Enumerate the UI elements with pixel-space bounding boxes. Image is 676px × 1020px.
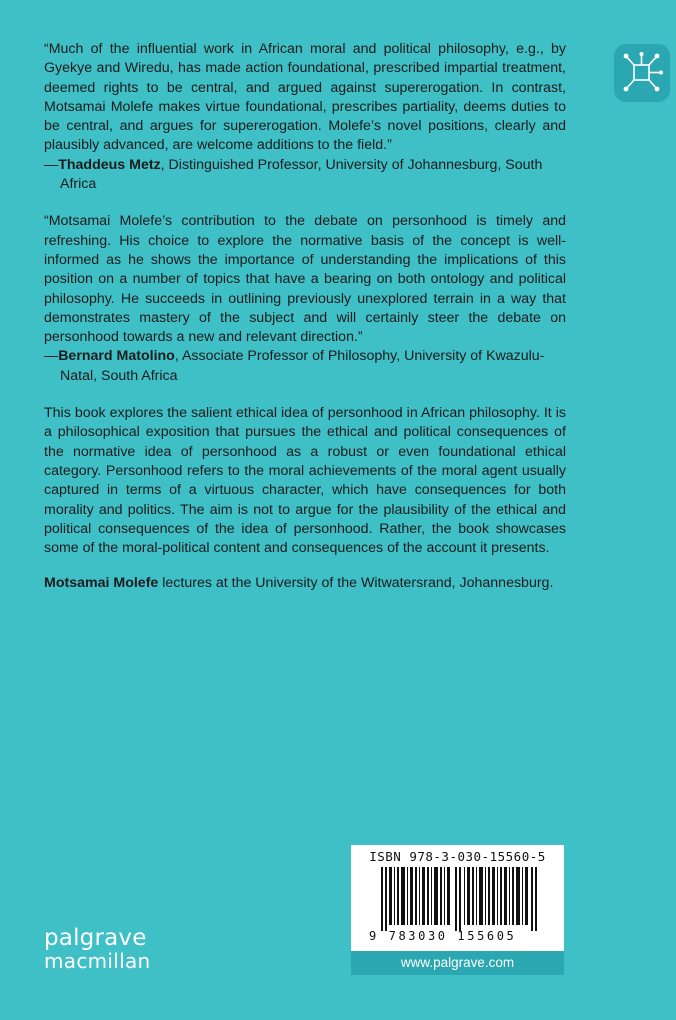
publisher-logo-line2: macmillan (44, 949, 151, 973)
publisher-logo (44, 926, 151, 972)
book-description: This book explores the salient ethical idea of personhood in African philosophy. It is a philosophical exposition that pursues the ethical and political consequences of the normative idea of personhood as a robust or even foundational ethical category. Personhood refers to the moral achievements of the moral agent usually captured in terms of a virtuous character, which have consequences for both morality and politics. The aim is not to argue for the plausibility of the ethical and political consequences of the idea of personhood. Rather, the book showcases some of the moral-political content and consequences of the account it presents. (44, 405, 566, 557)
endorsement-2 (44, 212, 566, 386)
author-bio-text: lectures at the University of the Witwatersrand, Johannesburg. (158, 575, 554, 592)
endorser-name: Thaddeus Metz (58, 156, 161, 173)
endorsement-quote: “Much of the influential work in African moral and political philosophy, e.g., by Gyekye and Wiredu, has made action foundational, prescribed impartial treatment, deemed rights to be central, and argued against supererogation. In contrast, Motsamai Molefe makes virtue foundational, prescribes partiality, deems duties to be central, and argues for supererogation. Molefe’s novel positions, clearly and plausibly advanced, are welcome additions to the field.” (44, 41, 566, 154)
author-bio (44, 574, 566, 593)
barcode-digits: 9 783030 155605 (369, 929, 517, 943)
series-logo-badge (614, 44, 670, 102)
barcode-icon (381, 867, 541, 931)
network-icon (620, 50, 664, 96)
publisher-logo-line1: palgrave (44, 925, 147, 951)
back-cover-text (44, 40, 566, 594)
endorser-name: Bernard Matolino (58, 348, 175, 365)
endorsement-attribution: —Bernard Matolino, Associate Professor of Philosophy, University of Kwazulu-Natal, South Africa (44, 348, 545, 384)
endorser-affiliation: , Associate Professor of Philosophy, University of Kwazulu-Natal, South Africa (60, 348, 545, 384)
isbn-label: ISBN 978-3-030-15560-5 (369, 849, 546, 864)
endorser-affiliation: , Distinguished Professor, University of Johannesburg, South Africa (60, 156, 543, 193)
author-name: Motsamai Molefe (44, 575, 159, 592)
endorsement-quote: “Motsamai Molefe’s contribution to the debate on personhood is timely and refreshing. His choice to explore the normative basis of the concept is well-informed as he shows the importance of understanding the implications of this position on a number of topics that have a bearing on both ontology and political philosophy. He succeeds in outlining previously unexplored terrain in a way that demonstrates mastery of the subject and will certainly steer the debate on personhood towards a new and relevant direction.” (44, 213, 566, 346)
endorsement-1 (44, 40, 566, 194)
endorsement-attribution: —Thaddeus Metz, Distinguished Professor, University of Johannesburg, South Africa (44, 156, 543, 193)
publisher-website: www.palgrave.com (351, 951, 564, 975)
